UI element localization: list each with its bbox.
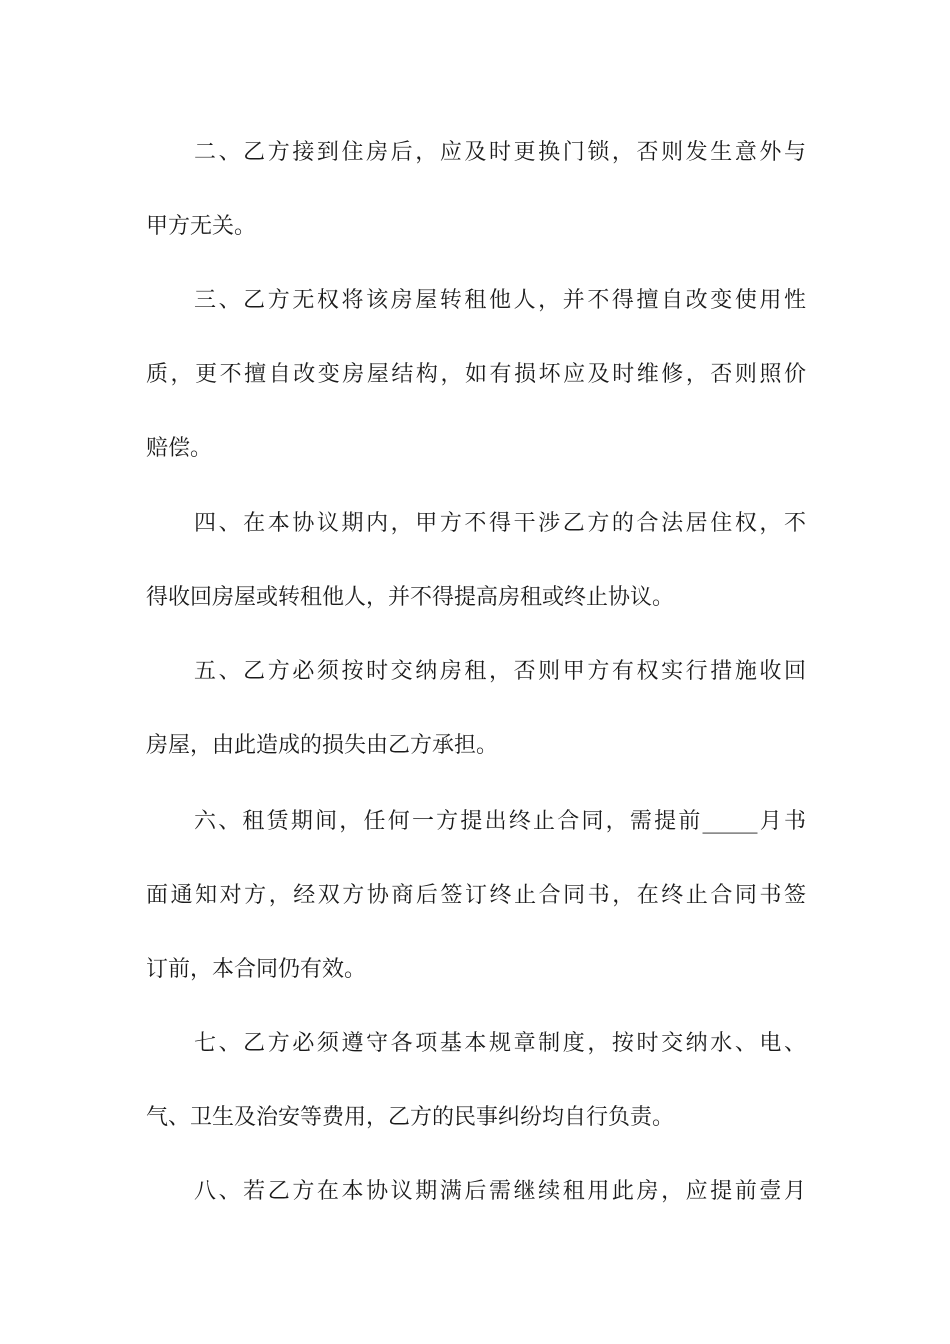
- clause-2-line-1: 二、乙方接到住房后，应及时更换门锁，否则发生意外与: [194, 140, 806, 165]
- clause-4-line-2: 得收回房屋或转租他人，并不得提高房租或终止协议。: [146, 585, 675, 610]
- clause-6-line-3: 订前，本合同仍有效。: [146, 957, 367, 982]
- clause-3-line-1: 三、乙方无权将该房屋转租他人，并不得擅自改变使用性: [194, 288, 806, 313]
- clause-4-line-1: 四、在本协议期内，甲方不得干涉乙方的合法居住权，不: [194, 511, 806, 536]
- clause-2-line-2: 甲方无关。: [146, 214, 257, 239]
- clause-3-line-3: 赔偿。: [146, 436, 213, 461]
- clause-3-line-2: 质，更不擅自改变房屋结构，如有损坏应及时维修，否则照价: [146, 362, 806, 387]
- clause-7-line-1: 七、乙方必须遵守各项基本规章制度，按时交纳水、电、: [194, 1031, 806, 1056]
- clause-6-line-2: 面通知对方，经双方协商后签订终止合同书，在终止合同书签: [146, 883, 806, 908]
- clause-8-line-1: 八、若乙方在本协议期满后需继续租用此房，应提前壹月: [194, 1179, 806, 1204]
- clause-5-line-1: 五、乙方必须按时交纳房租，否则甲方有权实行措施收回: [194, 659, 806, 684]
- clause-6-line-1: 六、租赁期间，任何一方提出终止合同，需提前_____月书: [194, 809, 806, 834]
- clause-5-line-2: 房屋，由此造成的损失由乙方承担。: [146, 733, 499, 758]
- clause-7-line-2: 气、卫生及治安等费用，乙方的民事纠纷均自行负责。: [146, 1105, 675, 1130]
